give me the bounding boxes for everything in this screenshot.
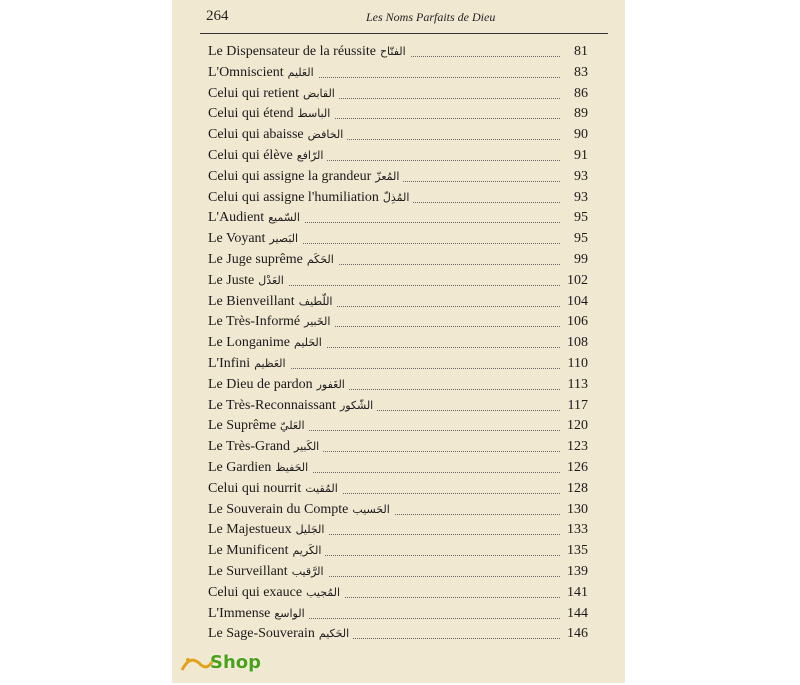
toc-entry-arabic: الخَبير [304,315,331,329]
toc-entry-page: 117 [564,398,588,414]
toc-entry-label [208,335,326,351]
toc-entry-page: 146 [563,626,588,642]
toc-entry-label [208,439,323,455]
toc-entry-arabic: الشّكور [339,398,374,412]
toc-entry-label [208,585,344,601]
toc-row [208,439,588,460]
toc-row [208,356,588,377]
toc-row [208,502,588,523]
toc-entry-page: 123 [563,439,588,455]
toc-entry-french: L'Immense [208,605,271,621]
toc-entry-arabic: العَظيم [254,356,286,370]
toc-entry-label [208,398,377,414]
toc-row [208,148,588,169]
shop-logo[interactable] [180,650,262,680]
toc-entry-arabic: الخافض [307,128,344,142]
toc-entry-label [208,86,339,102]
toc-entry-arabic: العَدْل [258,273,284,287]
toc-entry-arabic: العَليم [287,65,314,79]
toc-entry-label [208,626,353,642]
toc-entry-arabic: الكَريم [292,544,322,558]
toc-row [208,522,588,543]
toc-entry-french: Le Juste [208,272,255,288]
toc-row [208,481,588,502]
toc-row [208,398,588,419]
toc-row [208,564,588,585]
toc-entry-arabic: الجَليل [295,523,325,537]
header-rule [200,33,608,34]
toc-entry-arabic: الحَليم [294,336,322,350]
toc-entry-french: Le Sage-Souverain [208,626,315,642]
toc-entry-label [208,314,334,330]
toc-entry-page: 130 [563,502,588,518]
toc-entry-label [208,294,336,310]
toc-entry-label [208,252,338,268]
toc-entry-page: 86 [570,86,588,102]
toc-entry-label [208,65,318,81]
toc-entry-french: Celui qui retient [208,85,299,101]
toc-entry-arabic: المُقيت [305,481,338,495]
toc-row [208,106,588,127]
toc-entry-french: Celui qui assigne la grandeur [208,168,372,184]
toc-entry-french: Le Surveillant [208,563,288,579]
toc-entry-label [208,148,327,164]
logo-text: Shop [210,652,262,673]
toc-entry-page: 99 [570,252,588,268]
toc-entry-page: 113 [564,377,588,393]
toc-entry-arabic: الباسط [297,107,331,121]
toc-entry-page: 104 [563,294,588,310]
toc-row [208,44,588,65]
toc-entry-french: Celui qui abaisse [208,127,304,143]
toc-entry-label [208,377,349,393]
toc-entry-french: Le Suprême [208,418,277,434]
toc-entry-page: 135 [563,543,588,559]
toc-entry-arabic: المُعزّ [375,169,400,183]
running-title: Les Noms Parfaits de Dieu [366,10,496,24]
toc-entry-french: Le Très-Grand [208,439,291,455]
toc-entry-arabic: الكَبير [294,440,320,454]
toc-entry-arabic: الحَكيم [318,627,350,641]
toc-row [208,377,588,398]
toc-entry-label [208,210,304,226]
toc-row [208,210,588,231]
toc-entry-french: Le Voyant [208,231,266,247]
toc-row [208,252,588,273]
toc-row [208,86,588,107]
toc-entry-label [208,231,302,247]
toc-entry-french: Celui qui étend [208,106,294,122]
toc-entry-label [208,106,334,122]
toc-entry-french: Le Très-Reconnaissant [208,397,336,413]
toc-entry-french: Le Dispensateur de la réussite [208,44,376,59]
toc-entry-page: 81 [570,44,588,60]
toc-entry-french: L'Omniscient [208,64,284,80]
toc-entry-page: 95 [570,210,588,226]
toc-entry-page: 90 [570,127,588,143]
page-header [172,8,602,34]
toc-entry-page: 144 [563,606,588,622]
toc-row [208,65,588,86]
toc-entry-arabic: الرّافع [296,148,324,162]
toc-entry-page: 89 [570,106,588,122]
toc-row [208,606,588,627]
toc-entry-label [208,481,342,497]
toc-entry-french: Celui qui élève [208,147,293,163]
toc-entry-label [208,502,394,518]
toc-entry-french: Le Longanime [208,335,291,351]
toc-row [208,127,588,148]
toc-entry-arabic: القابض [302,86,335,100]
toc-row [208,335,588,356]
toc-entry-french: Celui qui nourrit [208,480,302,496]
toc-entry-arabic: الحَفيظ [275,460,309,474]
toc-entry-arabic: العَليّ [280,419,305,433]
toc-row [208,418,588,439]
toc-entry-page: 93 [570,169,588,185]
toc-entry-french: L'Audient [208,210,265,226]
toc-entry-french: Celui qui assigne l'humiliation [208,189,379,205]
toc-entry-label [208,543,325,559]
toc-entry-arabic: المُذِلّ [382,190,410,204]
toc-entry-label [208,190,413,206]
table-of-contents [208,44,588,647]
toc-entry-page: 110 [564,356,588,372]
toc-entry-page: 95 [570,231,588,247]
toc-entry-french: Le Juge suprême [208,251,303,267]
toc-entry-french: Le Majestueux [208,522,292,538]
toc-entry-label [208,44,410,60]
toc-entry-french: L'Infini [208,355,251,371]
toc-entry-arabic: السّميع [268,211,300,225]
toc-entry-label [208,356,290,372]
toc-entry-label [208,522,328,538]
page-number: 264 [206,8,229,24]
toc-entry-french: Le Munificent [208,543,289,559]
toc-entry-arabic: البَصير [269,232,299,246]
toc-entry-arabic: الفتّاح [379,45,406,58]
toc-entry-page: 108 [563,335,588,351]
toc-entry-arabic: الواسع [274,606,305,620]
toc-entry-label [208,418,309,434]
toc-entry-label [208,460,312,476]
toc-row [208,169,588,190]
toc-row [208,585,588,606]
toc-entry-arabic: اللّطيف [298,294,333,308]
toc-entry-arabic: المُجيب [306,585,341,599]
toc-entry-arabic: الحَسيب [352,502,390,516]
toc-entry-page: 128 [563,481,588,497]
toc-entry-french: Le Gardien [208,459,272,475]
toc-entry-page: 102 [563,273,588,289]
toc-row [208,626,588,647]
toc-entry-page: 91 [570,148,588,164]
toc-row [208,314,588,335]
toc-entry-french: Le Bienveillant [208,293,295,309]
toc-entry-page: 133 [563,522,588,538]
toc-entry-label [208,169,403,185]
toc-entry-label [208,127,347,143]
toc-row [208,543,588,564]
toc-entry-page: 139 [563,564,588,580]
toc-entry-arabic: الغَفور [316,377,345,391]
toc-row [208,460,588,481]
toc-entry-arabic: الرَّقيب [291,564,324,578]
toc-entry-page: 126 [563,460,588,476]
toc-row [208,190,588,211]
toc-entry-french: Le Très-Informé [208,314,301,330]
toc-row [208,273,588,294]
toc-entry-page: 83 [570,65,588,81]
toc-entry-french: Celui qui exauce [208,584,303,600]
toc-entry-label [208,606,309,622]
toc-entry-label [208,273,288,289]
toc-entry-page: 120 [563,418,588,434]
toc-entry-page: 93 [570,190,588,206]
toc-row [208,231,588,252]
toc-entry-french: Le Dieu de pardon [208,376,313,392]
toc-entry-page: 141 [563,585,588,601]
toc-entry-arabic: الحَكَم [306,252,334,266]
toc-row [208,294,588,315]
toc-entry-label [208,564,328,580]
toc-entry-page: 106 [563,314,588,330]
toc-entry-french: Le Souverain du Compte [208,501,349,517]
